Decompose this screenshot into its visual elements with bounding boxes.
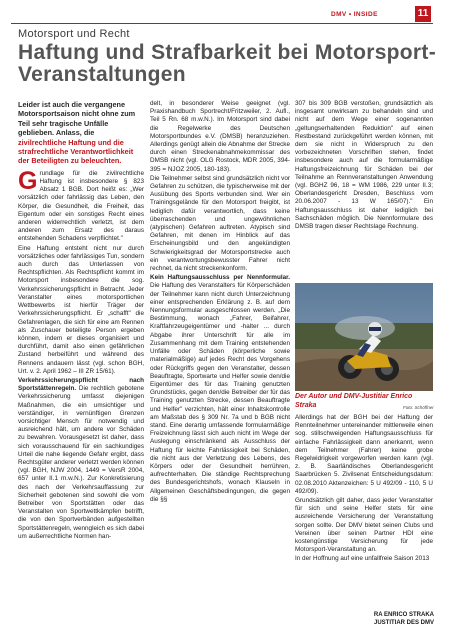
column-3-continued	[295, 414, 433, 565]
paragraph: 307 bis 309 BGB verstoßen, grundsätzlich als insgesamt unwirksam zu behandeln sind und nicht auf dem Wege einer sogenannten „geltungserhaltenden Reduktion" auf einen Restbestand zurückgeführt werden können, mit dem sie nicht in Widerspruch zu den vorbezeichneten Vorschriften stehen, findet insbesondere auch auf die formularmäßige Haftungsfreizeichnung für Schäden bei der Teilnahme an Rennveranstaltungen Anwendung (vgl. BGHZ 96, 18 = WM 1986, 229 unter II.3; Oberlandesgericht Dresden, Beschluss vom 20.06.2007 - 13 W 165/07)." Ein Haftungsausschluss ist daher lediglich bei Sachschäden möglich. Die Nennformulare des DMSB tragen dieser Rechtslage Rechnung.	[295, 100, 433, 231]
author-name: RA ENRICO STRAKA	[373, 612, 434, 618]
paragraph-text: rundlage für die zivilrechtliche Haftung ist insbesondere § 823 Absatz 1 BGB. Dort heißt es: „Wer vorsätzlich oder fahrlässig das Leben, den Körper, die Gesundheit, die Freiheit, das Eigentum oder ein sonstiges Recht eines anderen widerrechtlich verletzt, ist dem anderen zum Ersatz des daraus entstehenden Schadens verpflichtet."	[18, 169, 144, 243]
paragraph	[150, 274, 290, 504]
paragraph: Eine Haftung entsteht nicht nur durch vorsätzliches oder fahrlässiges Tun, sondern auch durch das Unterlassen von Rechtspflichten. Als Rechtspflicht kommt im Motorsport insbesondere die sog. Verkehrssicherungspflicht in Betracht. Jeder Veranstalter eines motorsportlichen Wettbewerbs ist hierfür Träger der Verkehrssicherungspflicht. Er „schafft" die Gefahrenlagen, die sich für eine am Rennen als Zuschauer beteiligte Person ergeben können, indem er dieses organisiert und durchführt, damit also einen gefährlichen Zustand herbeiführt und während des Rennens andauern lässt (vgl. schon BGH, Urt. v. 2. April 1962 – III ZR 15/61).	[18, 244, 144, 375]
author-signature	[356, 611, 434, 627]
page-number: 11	[415, 6, 431, 22]
header-rule	[11, 23, 433, 24]
column-2	[150, 100, 290, 505]
subheading: Verkehrssicherungspflicht nach Sportstättenregeln.	[18, 376, 144, 393]
paragraph: delt, in besonderer Weise geeignet (vgl. Praxishandbuch Sportrecht/Fritzweiler, 2. Aufl., Teil 5 Rn. 68 m.w.N.). Im Motorsport sind dabei die Regelwerke des Deutschen Motorsportbundes e.V. (DMSB) heranzuziehen. Allerdings genügt allein die Abnahme der Strecke durch einen Streckenabnahmekommissar des DMSB nicht (vgl. OLG Rostock, MDR 2005, 394-395 = NJOZ 2005, 180-183).	[150, 100, 290, 173]
subheading: Kein Haftungsausschluss per Nennformular.	[150, 274, 290, 282]
column-1	[18, 100, 144, 542]
paragraph: Die Teilnehmer selbst sind grundsätzlich nicht vor Gefahren zu schützen, die typischerweise mit der Ausübung des Sports verbunden sind. Wer ein Trainingsgelände für den Motorsport freigibt, ist lediglich dafür verantwortlich, dass keine überraschenden und ungewöhnlichen (atypischen) Gefahren auftreten. Atypisch sind Gefahren, mit denen im Hinblick auf das Erscheinungsbild und den angekündigten Schwierigkeitsgrad der Motorsportstrecke auch ein verantwortungsbewusster Fahrer nicht rechnet, da nicht streckenkonform.	[150, 174, 290, 273]
paragraph: In der Hoffnung auf eine unfallfreie Saison 2013	[295, 555, 430, 563]
author-role: JUSTITIAR DES DMV	[373, 620, 434, 626]
lead-text: Leider ist auch die vergangene Motorsportsaison nicht ohne zum Teil sehr tragische Unfälle geblieben. Anlass, die	[18, 100, 136, 138]
paragraph-text: Die Haftung des Veranstalters für Körperschäden der Teilnehmer kann nicht durch Unterzeichnung einer entsprechenden Erklärung z. B. auf dem Nennungsformular ausgeschlossen werden. „Die Bestimmung, wonach „Fahrer, Beifahrer, Kraftfahrzeugeigentümer und -halter ... durch Abgabe ihrer Unterschrift für alle im Zusammenhang mit dem Training entstehenden Unfälle oder Schäden (körperliche sowie materialmäßige) auf jedes Recht des Vorgehens oder Rückgriffs gegen den Veranstalter, dessen Beauftragte, Sportwarte und Helfer sowie den/die Eigentümer des für das Training genutzten Grundstücks, gegen den/die Betreiber der für das Training genutzten Strecke, dessen Beauftragte und Helfer" verzichten, hält einer Inhaltskontrolle am Maßstab des § 309 Nr. 7a und b BGB nicht stand. Eine derartig umfassende formularmäßige Freizeichnung lässt sich auch nicht im Wege der Auslegung einschränkend als Ausschluss der Haftung für leichte Fahrlässigkeit bei Schäden, die nicht aus der Verletzung des Lebens, des Körpers oder der Gesundheit herrühren, aufrechterhalten. Die ständige Rechtsprechung des Bundesgerichtshofs, wonach Klauseln in Allgemeinen Geschäftsbedingungen, die gegen die §§	[150, 282, 290, 503]
author-photo	[295, 283, 433, 391]
drop-cap: G	[18, 166, 38, 195]
paragraph	[18, 377, 144, 541]
lead-highlight: zivilrechtliche Haftung und die strafrechtliche Verantwortlichkeit der Beteiligten zu beleuchten.	[18, 137, 134, 166]
paragraph-text: Die rechtlich gebotene Verkehrssicherung umfasst diejenigen Maßnahmen, die ein umsichtiger und verständiger, in vernünftigen Grenzen vorsichtiger Mensch für notwendig und ausreichend hält, um andere vor Schäden zu bewahren. Vorausgesetzt ist daher, dass sich vorausschauend für ein sachkundiges Urteil die nahe liegende Gefahr ergibt, dass Rechtsgüter anderer verletzt werden können (vgl. BGH, NJW 2004, 1449 = VersR 2004, 657 unter II.1 m.w.N.). Zur Konkretisierung des nach der Verkehrsauffassung zur Sicherheit gebotenen sind sowohl die vom Betreiber von Sportstätten oder das Veranstalten von Sportwettkämpfen betrifft, die von den Sportverbänden aufgestellten Sportstättenregeln, wenngleich es sich dabei um außerrechtliche Normen han-	[18, 385, 144, 540]
article-kicker: Motorsport und Recht	[18, 28, 130, 40]
paragraph: Grundsätzlich gilt daher, dass jeder Veranstalter für sich und seine Helfer stets für eine ausreichende Versicherung der Veranstaltung sorgen sollte. Der DMV bietet seinen Clubs und Vereinen über seinen Partner HDI eine kostengünstige Versicherung für jede Motorsport-Veranstaltung an.	[295, 497, 433, 554]
page-header	[0, 0, 449, 26]
paragraph: Allerdings hat der BGH bei der Haftung der Rennteilnehmer untereinander mittlerweile einen sog. stillschweigenden Haftungsausschluss für einfache Fahrlässigkeit dann anerkannt, wenn dem Teilnehmer (Fahrer) keine grobe Regelwidrigkeit vorgeworfen werden kann (vgl. z. B. Saarländisches Oberlandesgericht Saarbrücken 5. Zivilsenat Entscheidungsdatum: 02.08.2010 Aktenzeichen: 5 U 492/09 - 110, 5 U 492/09).	[295, 414, 433, 495]
article-title: Haftung und Strafbarkeit bei Motorsport-Veranstaltungen	[18, 41, 436, 86]
column-3	[295, 100, 433, 232]
article-lead	[18, 100, 144, 166]
paragraph	[18, 166, 144, 244]
photo-caption: Der Autor und DMV-Justitiar Enrico Straka	[295, 393, 413, 409]
photo-credit: Foto: Schöffner	[403, 405, 434, 410]
photo-image	[295, 283, 433, 391]
section-label: DMV • INSIDE	[331, 11, 378, 18]
